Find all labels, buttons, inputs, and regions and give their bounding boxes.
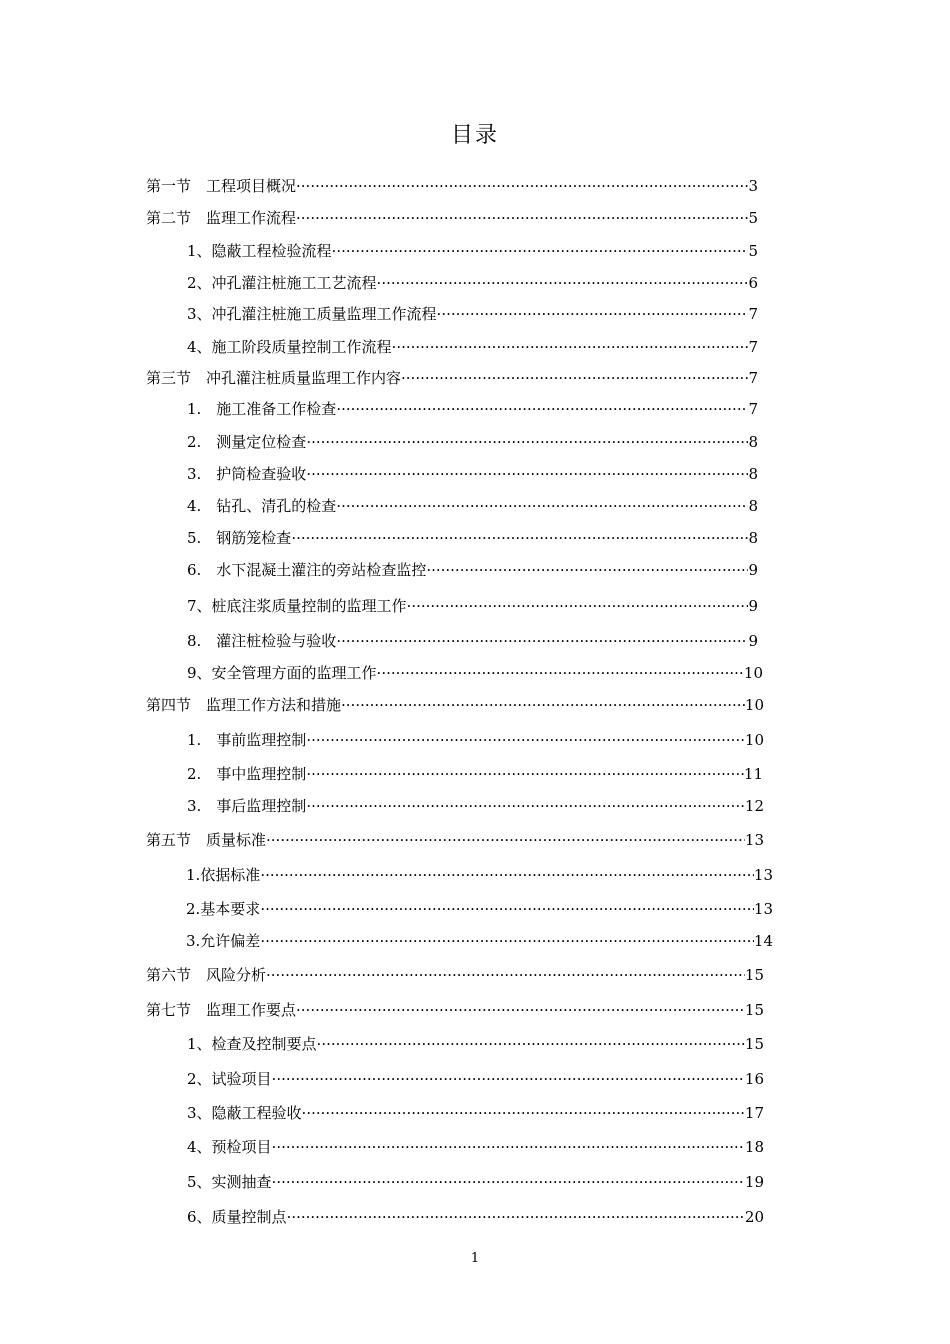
dot-leader xyxy=(336,495,748,517)
toc-entry-label: 第二节 监理工作流程 xyxy=(146,209,297,227)
toc-entry[interactable] xyxy=(187,463,758,485)
toc-entry-label: 5、实测抽查 xyxy=(187,1173,272,1191)
toc-entry-label: 1.依据标准 xyxy=(186,866,261,884)
toc-entry-label: 第一节 工程项目概况 xyxy=(146,177,297,195)
toc-entry[interactable] xyxy=(186,930,773,952)
toc-entry[interactable] xyxy=(187,527,758,549)
toc-entry-page: 9 xyxy=(748,632,758,650)
toc-entry-label: 9、安全管理方面的监理工作 xyxy=(187,664,377,682)
dot-leader xyxy=(437,303,749,325)
toc-entry[interactable] xyxy=(187,1102,764,1124)
toc-entry[interactable] xyxy=(187,763,763,785)
dot-leader xyxy=(296,175,748,197)
toc-entry[interactable] xyxy=(186,864,773,886)
dot-leader xyxy=(302,1102,745,1124)
toc-entry-page: 8 xyxy=(748,529,758,547)
toc-entry[interactable] xyxy=(187,431,758,453)
toc-entry-label: 3.允许偏差 xyxy=(186,932,261,950)
toc-entry-page: 13 xyxy=(744,831,764,849)
toc-entry-page: 10 xyxy=(743,664,763,682)
toc-entry-page: 13 xyxy=(753,900,773,918)
toc-entry-label: 1、检查及控制要点 xyxy=(187,1035,317,1053)
toc-entry-page: 5 xyxy=(748,242,758,260)
toc-entry-page: 6 xyxy=(748,274,758,292)
toc-entry-label: 1、隐蔽工程检验流程 xyxy=(187,242,332,260)
toc-entry-page: 15 xyxy=(744,966,764,984)
toc-entry[interactable] xyxy=(187,303,758,325)
toc-entry-label: 7、桩底注浆质量控制的监理工作 xyxy=(187,597,407,615)
toc-entry-label: 2、冲孔灌注桩施工工艺流程 xyxy=(187,274,377,292)
toc-entry[interactable] xyxy=(187,559,758,581)
toc-entry-page: 15 xyxy=(744,1001,764,1019)
toc-entry[interactable] xyxy=(146,694,764,716)
dot-leader xyxy=(291,527,748,549)
dot-leader xyxy=(306,463,748,485)
dot-leader xyxy=(306,795,745,817)
toc-entry-page: 12 xyxy=(744,797,764,815)
toc-entry-label: 1. 事前监理控制 xyxy=(187,731,307,749)
dot-leader xyxy=(272,1171,745,1193)
dot-leader xyxy=(306,431,748,453)
dot-leader xyxy=(296,207,748,229)
toc-entry-label: 3、冲孔灌注桩施工质量监理工作流程 xyxy=(187,305,437,323)
toc-entry-page: 8 xyxy=(748,465,758,483)
dot-leader xyxy=(336,630,748,652)
toc-entry[interactable] xyxy=(187,729,764,751)
dot-leader xyxy=(317,1033,745,1055)
toc-entry-label: 2. 测量定位检查 xyxy=(187,433,307,451)
dot-leader xyxy=(266,964,745,986)
page-number: 1 xyxy=(470,1251,480,1266)
toc-entry-page: 17 xyxy=(744,1104,764,1122)
toc-entry-label: 3. 护筒检查验收 xyxy=(187,465,307,483)
dot-leader xyxy=(272,1068,745,1090)
toc-entry-label: 2、试验项目 xyxy=(187,1070,272,1088)
toc-entry-label: 第五节 质量标准 xyxy=(146,831,267,849)
toc-entry-page: 5 xyxy=(748,209,758,227)
toc-entry-label: 2. 事中监理控制 xyxy=(187,765,307,783)
dot-leader xyxy=(266,829,745,851)
toc-entry[interactable] xyxy=(187,662,763,684)
toc-entry[interactable] xyxy=(146,207,758,229)
toc-entry[interactable] xyxy=(146,964,764,986)
toc-entry[interactable] xyxy=(187,398,758,420)
dot-leader xyxy=(306,763,744,785)
toc-entry-page: 7 xyxy=(748,369,758,387)
toc-entry[interactable] xyxy=(187,495,758,517)
toc-entry-page: 20 xyxy=(744,1208,764,1226)
dot-leader xyxy=(272,1136,745,1158)
toc-entry-label: 第四节 监理工作方法和措施 xyxy=(146,696,342,714)
dot-leader xyxy=(426,559,748,581)
toc-entry[interactable] xyxy=(187,1206,764,1228)
toc-entry-label: 1. 施工准备工作检查 xyxy=(187,400,337,418)
toc-entry-label: 4、预检项目 xyxy=(187,1138,272,1156)
toc-entry-label: 6、质量控制点 xyxy=(187,1208,287,1226)
toc-entry-label: 第六节 风险分析 xyxy=(146,966,267,984)
toc-entry-label: 第七节 监理工作要点 xyxy=(146,1001,297,1019)
toc-entry-label: 2.基本要求 xyxy=(186,900,261,918)
toc-entry-label: 4、施工阶段质量控制工作流程 xyxy=(187,338,392,356)
toc-entry-page: 10 xyxy=(744,696,764,714)
toc-entry-page: 14 xyxy=(753,932,773,950)
dot-leader xyxy=(377,272,749,294)
toc-entry-page: 16 xyxy=(744,1070,764,1088)
dot-leader xyxy=(407,595,749,617)
dot-leader xyxy=(377,662,744,684)
toc-entry-label: 3. 事后监理控制 xyxy=(187,797,307,815)
toc-entry-label: 4. 钻孔、清孔的检查 xyxy=(187,497,337,515)
toc-entry-label: 5. 钢筋笼检查 xyxy=(187,529,292,547)
toc-entry[interactable] xyxy=(146,175,758,197)
toc-entry[interactable] xyxy=(187,240,758,262)
toc-entry[interactable] xyxy=(146,829,764,851)
toc-entry[interactable] xyxy=(146,367,758,389)
toc-entry-page: 9 xyxy=(748,597,758,615)
dot-leader xyxy=(287,1206,745,1228)
toc-title: 目录 xyxy=(450,123,499,148)
toc-entry[interactable] xyxy=(187,272,758,294)
toc-entry[interactable] xyxy=(187,595,758,617)
dot-leader xyxy=(392,336,749,358)
toc-entry-page: 8 xyxy=(748,497,758,515)
dot-leader xyxy=(401,367,748,389)
toc-entry-label: 第三节 冲孔灌注桩质量监理工作内容 xyxy=(146,369,402,387)
toc-entry[interactable] xyxy=(187,1033,764,1055)
toc-entry-label: 3、隐蔽工程验收 xyxy=(187,1104,302,1122)
toc-entry[interactable] xyxy=(186,898,773,920)
toc-entry[interactable] xyxy=(187,630,758,652)
dot-leader xyxy=(332,240,749,262)
toc-entry-page: 15 xyxy=(744,1035,764,1053)
dot-leader xyxy=(260,930,754,952)
toc-entry-page: 19 xyxy=(744,1173,764,1191)
toc-entry-page: 9 xyxy=(748,561,758,579)
toc-entry-page: 7 xyxy=(748,400,758,418)
toc-entry-page: 8 xyxy=(748,433,758,451)
toc-entry-label: 8. 灌注桩检验与验收 xyxy=(187,632,337,650)
toc-entry[interactable] xyxy=(187,1068,764,1090)
toc-entry-page: 13 xyxy=(753,866,773,884)
dot-leader xyxy=(341,694,745,716)
toc-entry-page: 7 xyxy=(748,305,758,323)
dot-leader xyxy=(306,729,745,751)
dot-leader xyxy=(260,864,754,886)
toc-entry[interactable] xyxy=(187,336,758,358)
toc-entry-page: 3 xyxy=(748,177,758,195)
toc-entry[interactable] xyxy=(187,1171,764,1193)
toc-entry-page: 7 xyxy=(748,338,758,356)
toc-entry[interactable] xyxy=(187,795,764,817)
toc-entry-page: 11 xyxy=(743,765,763,783)
toc-entry-page: 10 xyxy=(744,731,764,749)
toc-entry-page: 18 xyxy=(744,1138,764,1156)
toc-entry-label: 6. 水下混凝土灌注的旁站检查监控 xyxy=(187,561,427,579)
toc-entry[interactable] xyxy=(146,999,764,1021)
dot-leader xyxy=(260,898,754,920)
dot-leader xyxy=(296,999,745,1021)
dot-leader xyxy=(336,398,748,420)
toc-entry[interactable] xyxy=(187,1136,764,1158)
